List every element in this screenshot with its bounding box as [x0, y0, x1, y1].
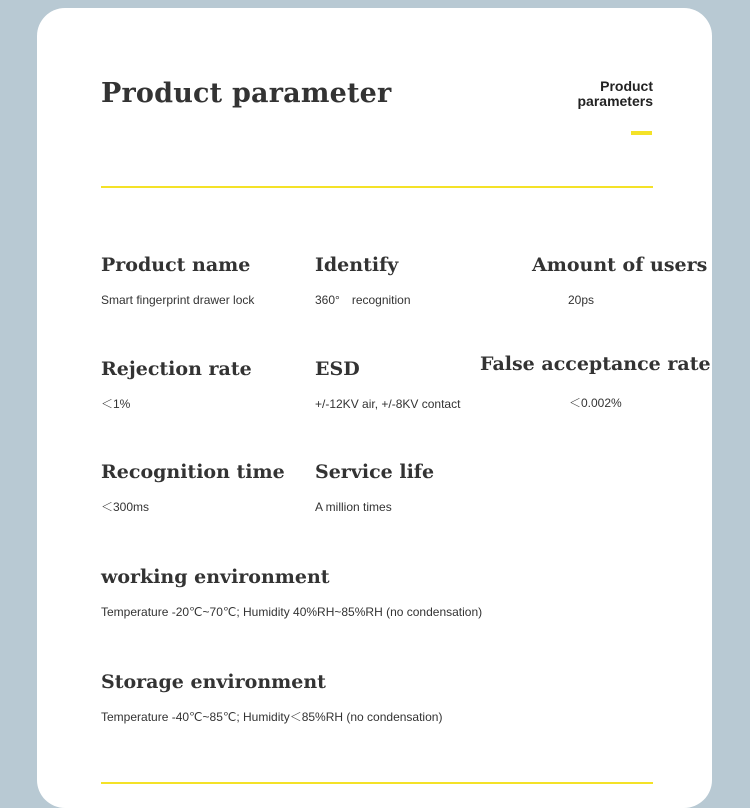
- param-value: Temperature -40℃~85℃; Humidity＜85%RH (no condensation): [101, 710, 443, 724]
- param-value: ＜0.002%: [569, 396, 622, 410]
- param-label: Rejection rate: [101, 358, 252, 380]
- param-value: ＜1%: [101, 397, 131, 411]
- param-label: False acceptance rate: [480, 353, 711, 375]
- param-label: Identify: [315, 254, 399, 276]
- param-value: Smart fingerprint drawer lock: [101, 293, 255, 307]
- tag-accent-bar: [631, 131, 652, 135]
- param-value: 20ps: [568, 293, 595, 307]
- param-value: ＜300ms: [101, 500, 150, 514]
- section-tag-line1: Product: [600, 78, 653, 94]
- page-title: Product parameter: [101, 78, 392, 109]
- param-false-acceptance-rate: [480, 353, 711, 410]
- bottom-divider: [101, 782, 653, 784]
- param-rejection-rate: [101, 358, 252, 411]
- param-label: Amount of users: [532, 254, 708, 276]
- param-recognition-time: [101, 461, 285, 514]
- param-storage-environment: [101, 671, 442, 724]
- param-value: +/-12KV air, +/-8KV contact: [315, 397, 461, 411]
- param-esd: [315, 358, 460, 411]
- param-label: Recognition time: [101, 461, 285, 483]
- param-amount-of-users: [532, 254, 707, 307]
- top-divider: [101, 186, 653, 188]
- param-service-life: [315, 461, 434, 514]
- param-value: Temperature -20℃~70℃; Humidity 40%RH~85%RH (no condensation): [101, 605, 483, 619]
- param-product-name: [101, 254, 254, 307]
- section-tag: [578, 79, 654, 109]
- param-identify: [315, 254, 411, 307]
- param-label: Product name: [101, 254, 251, 276]
- param-label: Storage environment: [101, 671, 326, 693]
- section-tag-line2: parameters: [577, 93, 653, 109]
- param-value: 360° recognition: [315, 293, 411, 307]
- param-label: working environment: [101, 566, 330, 588]
- param-label: Service life: [315, 461, 435, 483]
- param-value: A million times: [315, 500, 392, 514]
- param-working-environment: [101, 566, 482, 619]
- param-label: ESD: [315, 358, 360, 380]
